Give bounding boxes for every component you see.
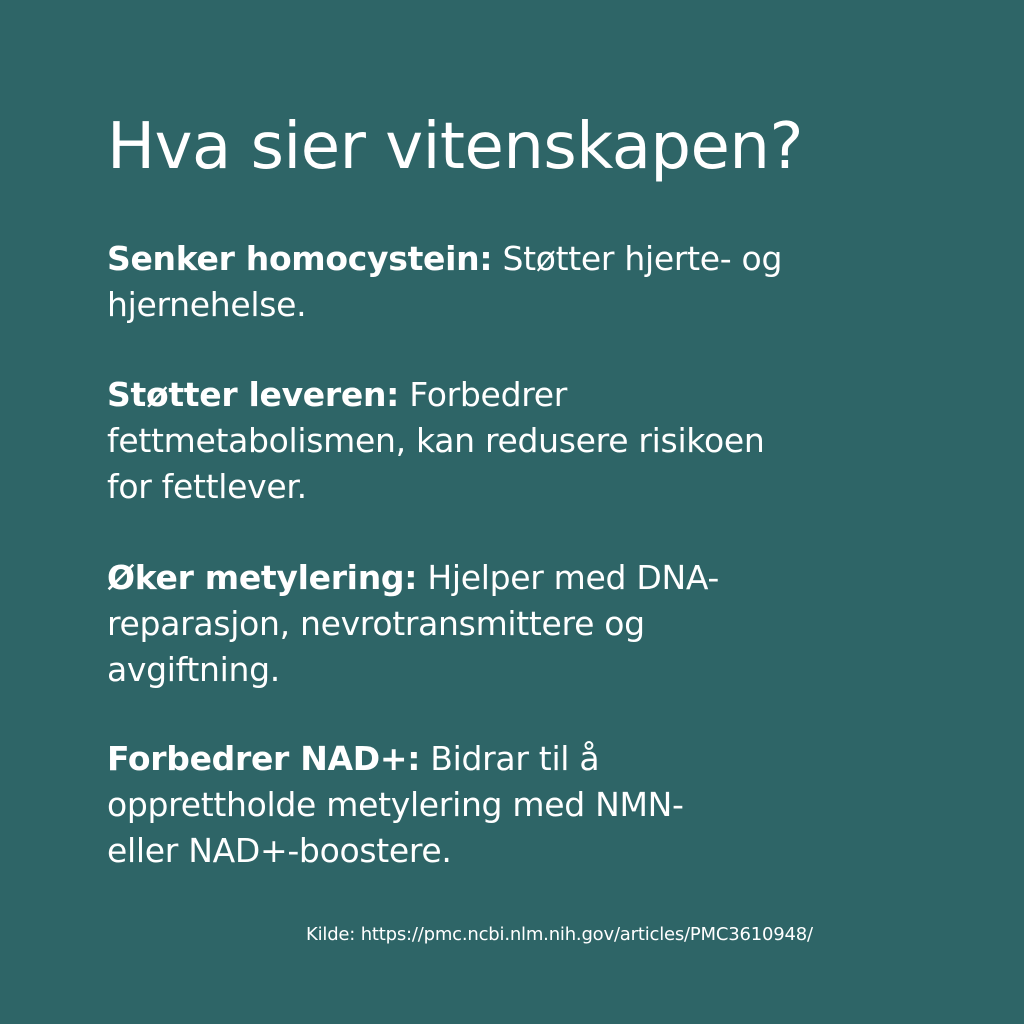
benefit-text: fettmetabolismen, kan redusere risikoen bbox=[107, 421, 765, 460]
benefit-label: Støtter leveren: bbox=[107, 375, 400, 414]
benefit-homocysteine bbox=[107, 236, 927, 328]
benefit-text: avgiftning. bbox=[107, 650, 280, 689]
benefit-text: hjernehelse. bbox=[107, 285, 307, 324]
benefit-nad bbox=[107, 736, 927, 874]
benefit-text: Forbedrer bbox=[409, 375, 568, 414]
benefit-methylation bbox=[107, 555, 927, 693]
page-title: Hva sier vitenskapen? bbox=[107, 110, 803, 184]
benefit-text: for fettlever. bbox=[107, 467, 307, 506]
benefit-label: Senker homocystein: bbox=[107, 239, 493, 278]
benefit-label: Forbedrer NAD+: bbox=[107, 739, 421, 778]
benefit-liver bbox=[107, 372, 927, 510]
benefit-text: eller NAD+-boostere. bbox=[107, 831, 452, 870]
benefit-text: reparasjon, nevrotransmittere og bbox=[107, 604, 645, 643]
benefit-label: Øker metylering: bbox=[107, 558, 418, 597]
benefit-text: Bidrar til å bbox=[430, 739, 600, 778]
source-citation: Kilde: https://pmc.ncbi.nlm.nih.gov/articles/PMC3610948/ bbox=[306, 924, 813, 945]
benefit-text: Hjelper med DNA- bbox=[427, 558, 720, 597]
benefit-text: Støtter hjerte- og bbox=[502, 239, 783, 278]
benefit-text: opprettholde metylering med NMN- bbox=[107, 785, 684, 824]
